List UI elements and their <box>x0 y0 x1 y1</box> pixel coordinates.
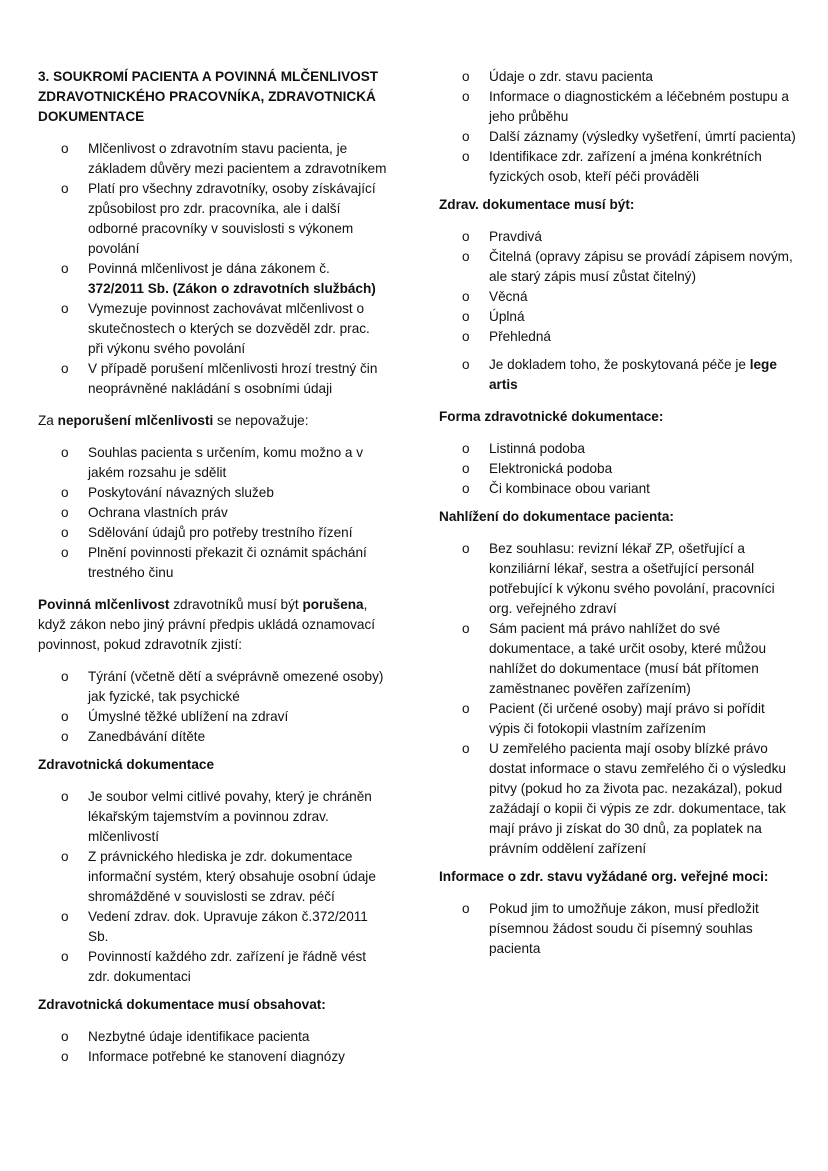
list-item: o Údaje o zdr. stavu pacienta <box>462 69 653 84</box>
list-item: o Vedení zdrav. dok. Upravuje zákon č.372/2011 Sb. <box>61 909 368 944</box>
access-heading: Nahlížení do dokumentace pacienta: <box>439 509 674 524</box>
list-item: o Čitelná (opravy zápisu se provádí zápisem novým, ale starý zápis musí zůstat čitelný) <box>462 249 793 284</box>
must-be-list <box>439 227 799 347</box>
list-item: o Povinná mlčenlivost je dána zákonem č. 372/2011 Sb. (Zákon o zdravotních službách) <box>61 261 376 296</box>
must-breach-title: Povinná mlčenlivost zdravotníků musí být porušena, když zákon nebo jiný právní předpis ukládá oznamovací povinnost, pokud zdravotník zjistí: <box>38 597 376 652</box>
contents-list <box>38 1027 388 1067</box>
list-item: o Zanedbávání dítěte <box>61 729 206 744</box>
list-item: o Úmyslné těžké ublížení na zdraví <box>61 709 289 724</box>
list-item: o Informace o diagnostickém a léčebném postupu a jeho průběhu <box>462 89 789 124</box>
list-item: o Pokud jim to umožňuje zákon, musí předložit písemnou žádost soudu či písemný souhlas pacienta <box>462 901 759 956</box>
intro-list <box>38 139 388 399</box>
right-column <box>439 67 799 971</box>
list-item: o Úplná <box>462 309 525 324</box>
authority-heading: Informace o zdr. stavu vyžádané org. veřejné moci: <box>439 869 769 884</box>
list-item: o Sám pacient má právo nahlížet do své dokumentace, a také určit osoby, které můžou nahlížet do dokumentace (musí bát přítomen zaměstnanec pověřen zařízením) <box>462 621 767 696</box>
authority-list <box>439 899 799 959</box>
list-item: o Pacient (či určené osoby) mají právo si pořídit výpis či fotokopii vlastním zařízením <box>462 701 765 736</box>
must-breach-list <box>38 667 388 747</box>
list-item: o Informace potřebné ke stanovení diagnózy <box>61 1049 345 1064</box>
list-item: o Plnění povinnosti překazit či oznámit spáchání trestného činu <box>61 545 367 580</box>
list-item: o Platí pro všechny zdravotníky, osoby získávající způsobilost pro zdr. pracovníka, ale i další odborné pracovníky v souvislosti s výkonem povolání <box>61 181 376 256</box>
form-heading: Forma zdravotnické dokumentace: <box>439 409 664 424</box>
list-item: o Je dokladem toho, že poskytovaná péče je lege artis <box>462 357 777 392</box>
list-item: o Je soubor velmi citlivé povahy, který je chráněn lékařským tajemstvím a povinnou zdrav. mlčenlivostí <box>61 789 372 844</box>
list-item: o U zemřelého pacienta mají osoby blízké právo dostat informace o stavu zemřelého či o výsledku pitvy (pokud ho za života pac. nezakázal), pokud zažádají o kopii či výpis ze zdr. dokumentace, tak mají právo ji získat do 30 dnů, za poplatek na právním oddělení zařízení <box>462 741 786 856</box>
list-item: o Či kombinace obou variant <box>462 481 650 496</box>
section-title: 3. SOUKROMÍ PACIENTA A POVINNÁ MLČENLIVOST ZDRAVOTNICKÉHO PRACOVNÍKA, ZDRAVOTNICKÁ DOKUMENTACE <box>38 69 379 124</box>
non-breach-list <box>38 443 388 583</box>
left-column <box>38 67 388 1079</box>
access-list <box>439 539 799 859</box>
documentation-list <box>38 787 388 987</box>
list-item: o Pravdivá <box>462 229 542 244</box>
contents-list-continued <box>439 67 799 187</box>
list-item: o Povinností každého zdr. zařízení je řádně vést zdr. dokumentaci <box>61 949 367 984</box>
list-item: o Sdělování údajů pro potřeby trestního řízení <box>61 525 353 540</box>
list-item: o Bez souhlasu: revizní lékař ZP, ošetřující a konziliární lékař, sestra a ošetřující personál potřebující k výkonu svého povolání, pracovníci org. veřejného zdraví <box>462 541 775 616</box>
list-item: o Nezbytné údaje identifikace pacienta <box>61 1029 310 1044</box>
must-be-heading: Zdrav. dokumentace musí být: <box>439 197 635 212</box>
list-item: o Mlčenlivost o zdravotním stavu pacienta, je základem důvěry mezi pacientem a zdravotníkem <box>61 141 387 176</box>
list-item: o Věcná <box>462 289 528 304</box>
list-item: o Listinná podoba <box>462 441 585 456</box>
list-item: o Vymezuje povinnost zachovávat mlčenlivost o skutečnostech o kterých se dozvěděl zdr. prac. při výkonu svého povolání <box>61 301 370 356</box>
list-item: o Další záznamy (výsledky vyšetření, úmrtí pacienta) <box>462 129 796 144</box>
list-item: o Přehledná <box>462 329 551 344</box>
documentation-heading: Zdravotnická dokumentace <box>38 757 215 772</box>
list-item: o Ochrana vlastních práv <box>61 505 228 520</box>
list-item: o Souhlas pacienta s určením, komu možno a v jakém rozsahu je sdělit <box>61 445 364 480</box>
contents-heading: Zdravotnická dokumentace musí obsahovat: <box>38 997 326 1012</box>
list-item: o Identifikace zdr. zařízení a jména konkrétních fyzických osob, kteří péči prováděli <box>462 149 762 184</box>
list-item: o Týrání (včetně dětí a svéprávně omezené osoby) jak fyzické, tak psychické <box>61 669 384 704</box>
list-item: o V případě porušení mlčenlivosti hrozí trestný čin neoprávněné nakládání s osobními údaji <box>61 361 378 396</box>
list-item: o Poskytování návazných služeb <box>61 485 274 500</box>
lege-artis-list <box>439 355 799 395</box>
form-list <box>439 439 799 499</box>
non-breach-title: Za neporušení mlčenlivosti se nepovažuje: <box>38 413 309 428</box>
list-item: o Elektronická podoba <box>462 461 613 476</box>
list-item: o Z právnického hlediska je zdr. dokumentace informační systém, který obsahuje osobní údaje shromážděné v souvislosti se zdrav. péčí <box>61 849 376 904</box>
